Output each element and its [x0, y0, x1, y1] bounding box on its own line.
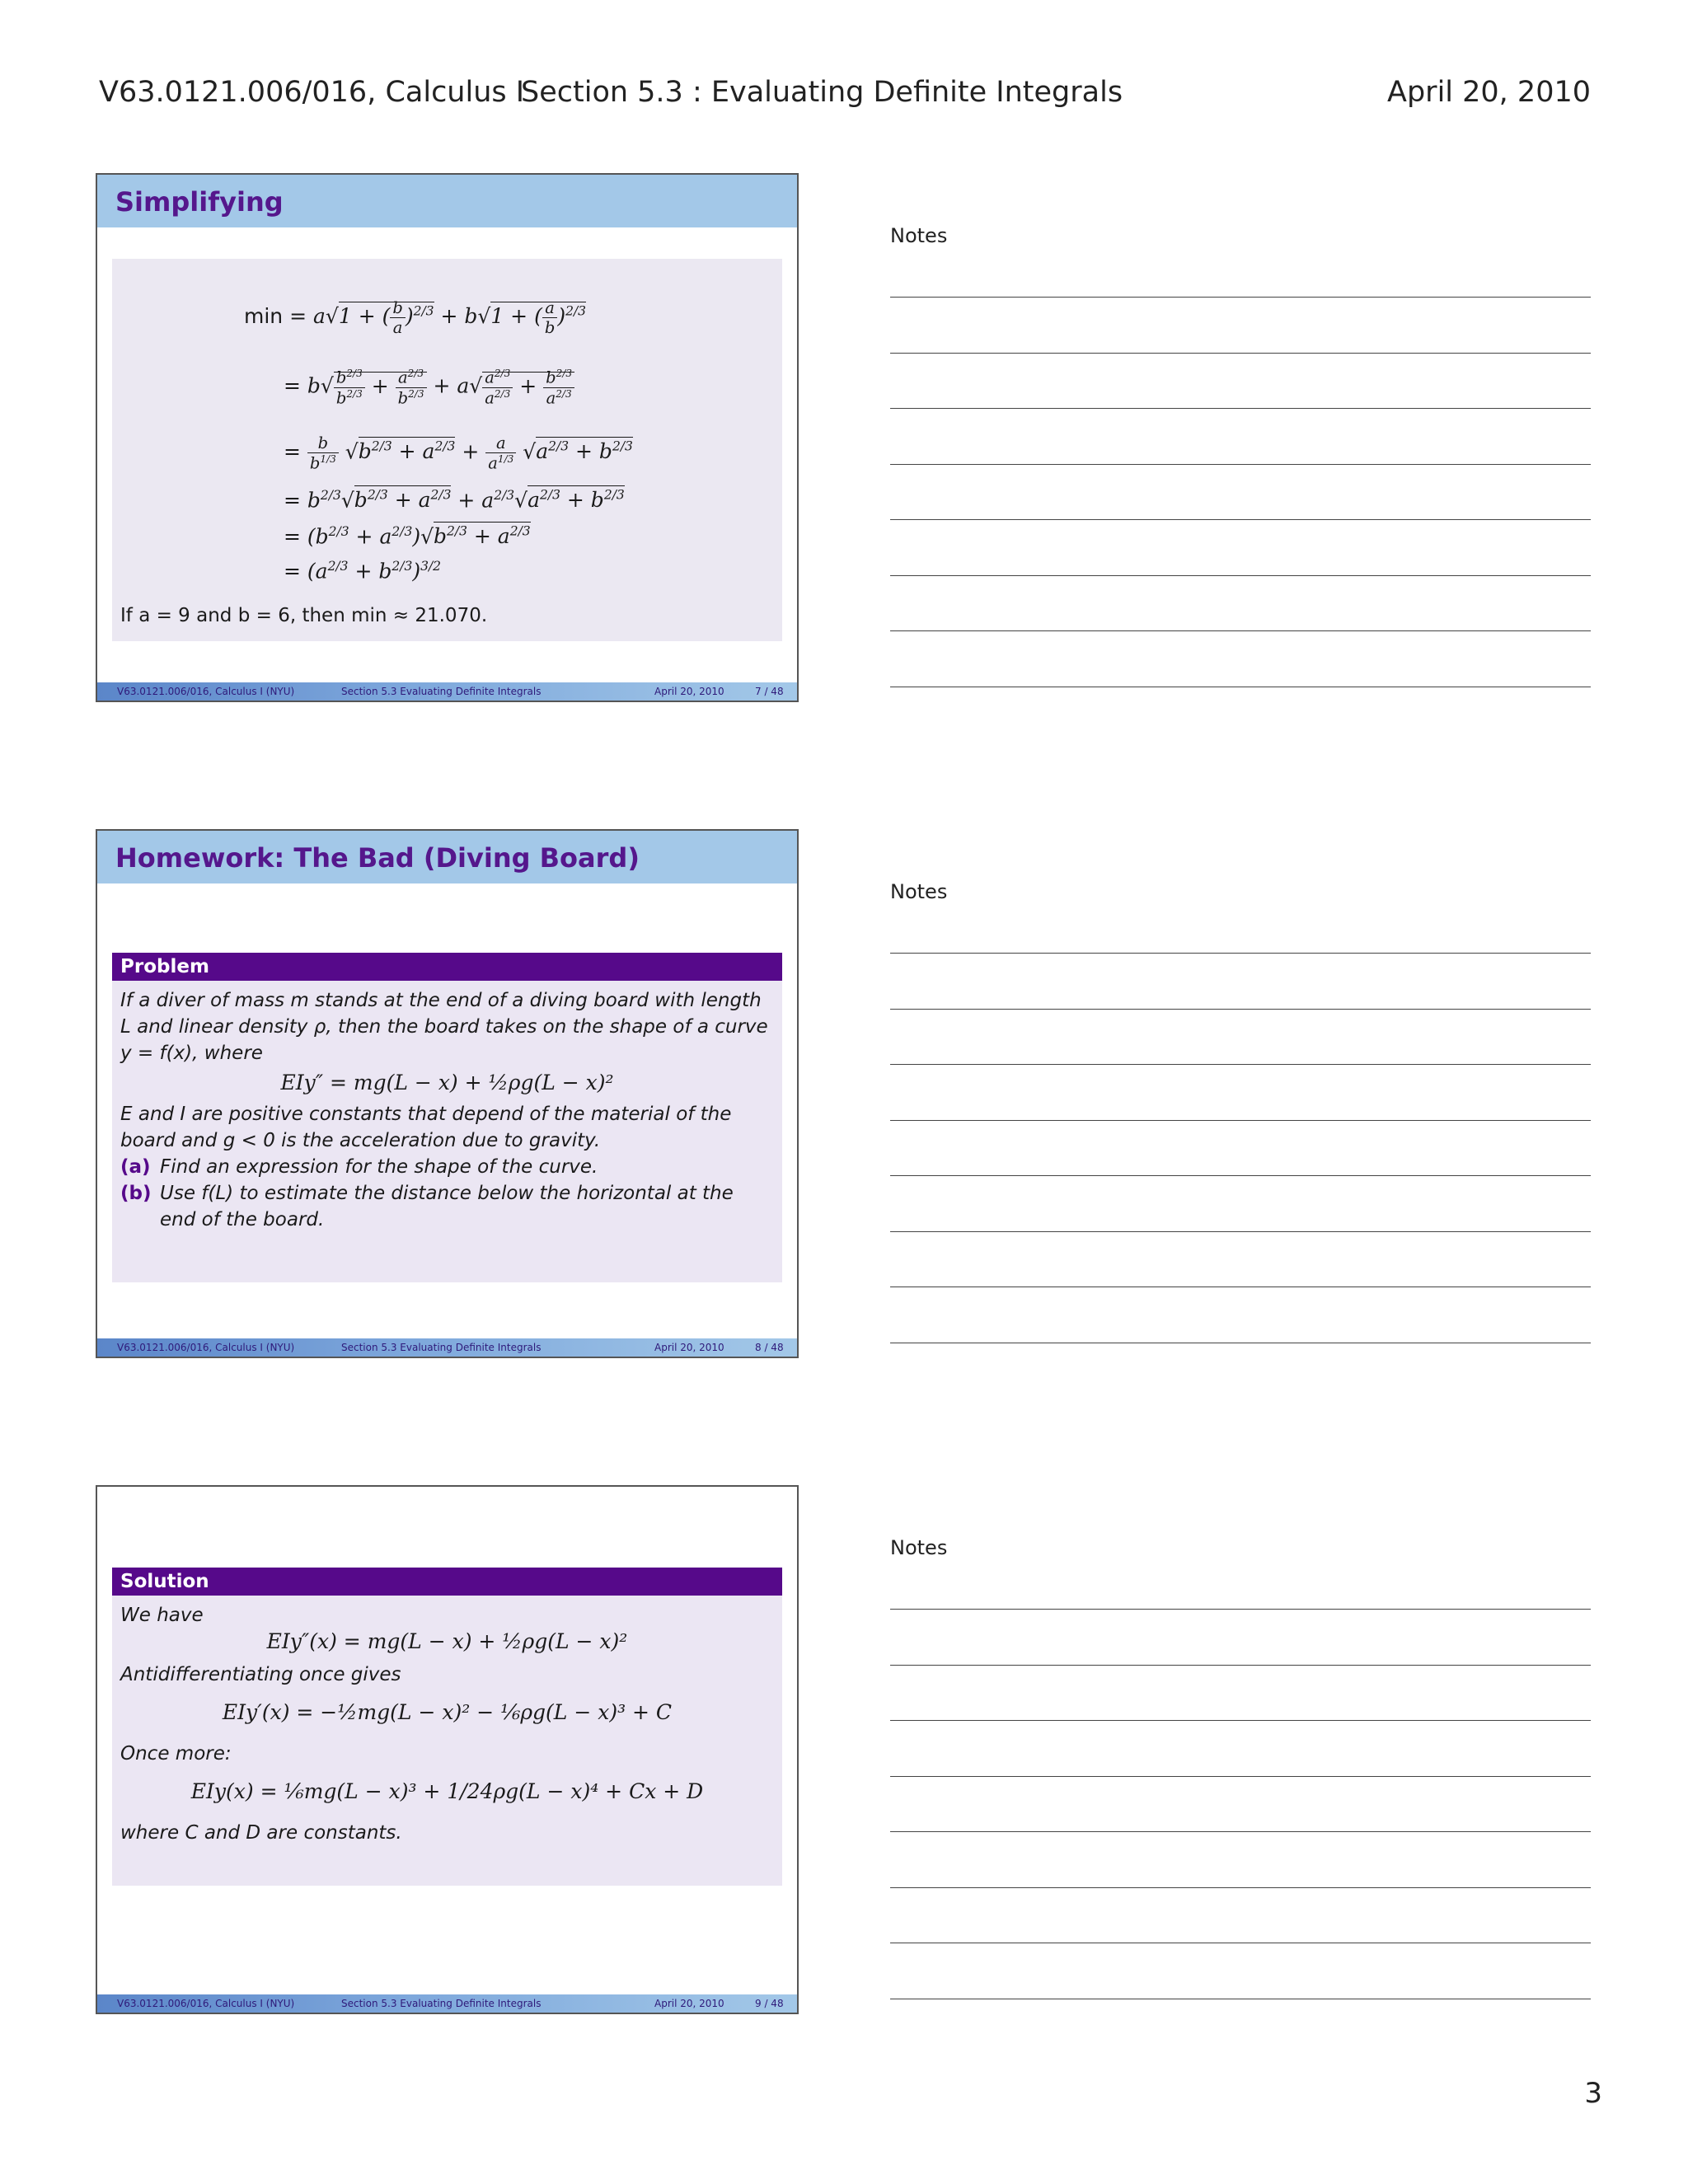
footer-section: Section 5.3 Evaluating Definite Integrals: [341, 1342, 542, 1353]
problem-item-a: [120, 1154, 774, 1180]
problem-block-body: [112, 981, 782, 1282]
note-line: [890, 1009, 1591, 1010]
notes-label: Notes: [890, 224, 948, 247]
note-line: [890, 1231, 1591, 1232]
footer-page: 7 / 48: [755, 686, 784, 697]
note-line: [890, 408, 1591, 409]
item-label: (b): [120, 1183, 152, 1204]
note-line: [890, 575, 1591, 576]
note-line: [890, 1831, 1591, 1832]
item-label: (a): [120, 1156, 151, 1178]
note-line: [890, 297, 1591, 298]
notes-label: Notes: [890, 1536, 948, 1559]
footer-course: V63.0121.006/016, Calculus I (NYU): [117, 1998, 295, 2009]
note-line: [890, 1776, 1591, 1777]
problem-item-b: [120, 1180, 774, 1233]
solution-line-4: where C and D are constants.: [120, 1822, 402, 1844]
footer-course: V63.0121.006/016, Calculus I (NYU): [117, 1342, 295, 1353]
note-line: [890, 1286, 1591, 1287]
page-number: 3: [1584, 2077, 1602, 2110]
note-line: [890, 630, 1591, 631]
slide-title: Simplifying: [97, 175, 797, 227]
slide-solution: [96, 1485, 799, 2014]
footer-date: April 20, 2010: [654, 686, 724, 697]
item-text: Find an expression for the shape of the curve.: [160, 1156, 598, 1178]
footer-date: April 20, 2010: [654, 1998, 724, 2009]
solution-block-title: Solution: [112, 1568, 782, 1596]
slide-footer: [97, 1994, 797, 2013]
note-line: [890, 1887, 1591, 1888]
problem-text-intro: If a diver of mass m stands at the end of a diving board with length L and linear density ρ, then the board takes on the shape of a curve y = f(x), where: [120, 990, 768, 1064]
note-line: [890, 1720, 1591, 1721]
footer-page: 8 / 48: [755, 1342, 784, 1353]
slide-homework-diving-board: [96, 829, 799, 1358]
footer-page: 9 / 48: [755, 1998, 784, 2009]
footer-section: Section 5.3 Evaluating Definite Integrals: [341, 1998, 542, 2009]
solution-block-body: [112, 1596, 782, 1886]
solution-equation-1: EIy″(x) = mg(L − x) + ½ρg(L − x)²: [266, 1629, 628, 1653]
header-course: V63.0121.006/016, Calculus I: [99, 76, 525, 109]
note-line: [890, 1665, 1591, 1666]
slide-simplifying: [96, 173, 799, 702]
note-line: [890, 1609, 1591, 1610]
footer-section: Section 5.3 Evaluating Definite Integrals: [341, 686, 542, 697]
note-line: [890, 953, 1591, 954]
solution-line-1: We have: [120, 1605, 204, 1626]
problem-equation: EIy″ = mg(L − x) + ½ρg(L − x)²: [280, 1071, 614, 1094]
solution-line-2: Antidifferentiating once gives: [120, 1664, 401, 1685]
problem-block-title: Problem: [112, 953, 782, 981]
solution-equation-3: EIy(x) = ⅙mg(L − x)³ + 1/24ρg(L − x)⁴ + Cx + D: [190, 1779, 704, 1803]
slide-footer: [97, 682, 797, 701]
notes-label: Notes: [890, 880, 948, 903]
math-block: min = a√1 + ( $\frac{b}{a}$ )$^{2/3}$ + b√1 + ( $\frac{a}{b}$ )$^{2/3}$ = b√ $\frac{b^{2/3}}{b^{2/3}}$ + $\frac{a^{2/3}}{b^{2/3}}$ + a√ $\frac{a^{2/3}}{a^{2/3}}$ + $\frac{b^{2/3}}{a^{2/3}}$ = $\frac{b}{b^{1/3}}$ $√b^{2/3} + a^{2/3}$ + $\frac{a}{a^{1/3}}$ $√a^{2/3} + b^{2/3}$ = $b^{2/3}√b^{2/3} + a^{2/3} + a^{2/3}√a^{2/3} + b^{2/3}$ = $(b^{2/3} + a^{2/3})√b^{2/3} + a^{2/3}$ = $(a^{2/3} + b^{2/3})^{3/2}$ If a = 9 and b = 6, then min ≈ 21.070.: [112, 259, 782, 641]
slide-title: Homework: The Bad (Diving Board): [97, 831, 797, 883]
note-line: [890, 1064, 1591, 1065]
footer-course: V63.0121.006/016, Calculus I (NYU): [117, 686, 295, 697]
slide-footer: [97, 1338, 797, 1357]
note-line: [890, 1175, 1591, 1176]
note-line: [890, 464, 1591, 465]
header-section: Section 5.3 : Evaluating Definite Integrals: [521, 76, 1123, 109]
item-text: Use f(L) to estimate the distance below the horizontal at the end of the board.: [160, 1183, 734, 1230]
note-line: [890, 1120, 1591, 1121]
footer-date: April 20, 2010: [654, 1342, 724, 1353]
solution-equation-2: EIy′(x) = −½mg(L − x)² − ⅙ρg(L − x)³ + C: [222, 1700, 673, 1724]
solution-line-3: Once more:: [120, 1743, 232, 1765]
note-line: [890, 519, 1591, 520]
header-date: April 20, 2010: [1387, 76, 1591, 109]
note-line: [890, 353, 1591, 354]
problem-text-constants: E and I are positive constants that depend of the material of the board and g < 0 is the acceleration due to gravity.: [120, 1104, 732, 1151]
conclusion-text: If a = 9 and b = 6, then min ≈ 21.070.: [120, 605, 488, 626]
